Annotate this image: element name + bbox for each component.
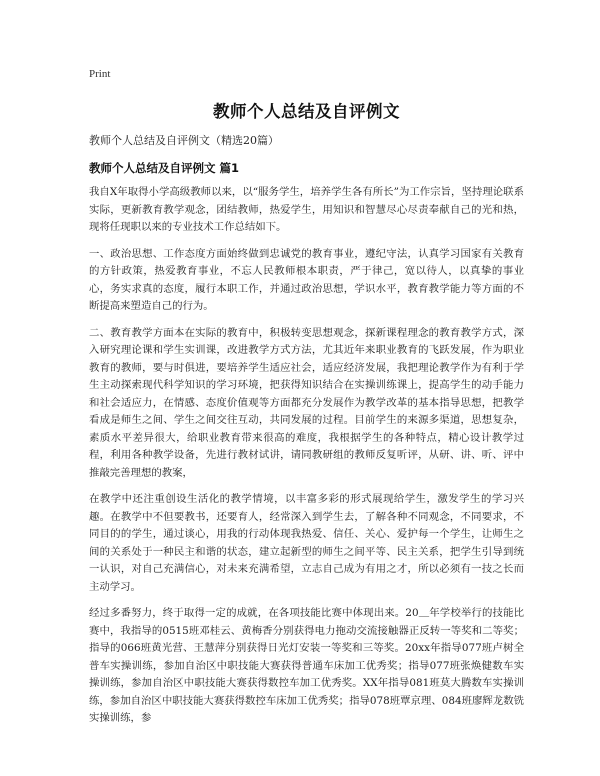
document-page — [89, 64, 524, 728]
document-subtitle: 教师个人总结及自评例文（精选20篇） — [89, 134, 279, 147]
paragraph-intro: 我自X年取得小学高级教师以来，以“服务学生，培养学生各有所长”为工作宗旨，坚持理论联系实际，更新教育教学观念，团结教师，热爱学生，用知识和智慧尽心尽责奉献自己的光和热，现将任现职以来的专业技术工作总结如下。 — [89, 186, 524, 233]
paragraph-political: 一、政治思想、工作态度方面始终做到忠诚党的教育事业，遵纪守法，认真学习国家有关教育的方针政策，热爱教育事业，不忘人民教师根本职责，严于律己，宽以待人，以真挚的事业心，务实求真的态度，履行本职工作，并通过政治思想，学识水平，教育教学能力等方面的不断提高来塑造自己的行为。 — [89, 247, 524, 312]
paragraph-classroom: 在教学中还注重创设生活化的教学情境，以丰富多彩的形式展现给学生，激发学生的学习兴趣。在教学中不但要教书，还要育人，经常深入到学生去，了解各种不同观念，不同要求，不同目的的学生，通过谈心，用我的行动体现我热爱、信任、关心、爱护每一个学生，让师生之间的关系处于一种民主和谐的状态，建立起新型的师生之间平等、民主关系，把学生引导到统一认识，对自己充满信心，对未来充满希望，立志自己成为有用之才，所以必须有一技之长而主动学习。 — [89, 493, 524, 593]
paragraph-achievements: 经过多番努力，终于取得一定的成就，在各项技能比赛中体现出来。20＿年学校举行的技能比赛中，我指导的0515班邓桂云、黄梅香分别获得电力拖动交流接触器正反转一等奖和二等奖；指导的066班黄光营、王慧萍分别获得日光灯安装一等奖和三等奖。20xx年指导077班卢树全普车实操训练，参加自治区中职技能大赛获得普通车床加工优秀奖；指导077班张焕健数车实操训练，参加自治区中职技能大赛获得数控车加工优秀奖。XX年指导081班莫大腾数车实操训练，参加自治区中职技能大赛获得数控车床加工优秀奖；指导078班覃京理、084班廖辉龙数铣实操训练，参 — [89, 607, 524, 724]
page-title: 教师个人总结及自评例文 — [213, 102, 400, 121]
paragraph-teaching: 二、教育教学方面本在实际的教育中，积极转变思想观念，探新课程理念的教育教学方式，深入研究理论课和学生实训课，改进教学方式方法，尤其近年来职业教育的飞跃发展，作为职业教育的教师，要与时俱进，要培养学生适应社会，适应经济发展，我把理论教学作为有利于学生主动探索现代科学知识的学习环境，把获得知识结合在实操训练课上，提高学生的动手能力和社会适应力，在情感、态度价值观等方面都充分发展作为教学改革的基本指导思想，把教学看成是师生之间、学生之间交往互动，共同发展的过程。目前学生的来源多渠道，思想复杂，素质水平差异很大，给职业教育带来很高的难度，我根据学生的各种特点，精心设计教学过程，利用各种教学设备，先进行教材试讲，请同教研组的教师反复听评，从研、讲、听、评中推敲完善理想的教案， — [89, 326, 524, 479]
print-link[interactable]: Print — [89, 68, 111, 80]
section-heading: 教师个人总结及自评例文 篇1 — [89, 161, 240, 175]
